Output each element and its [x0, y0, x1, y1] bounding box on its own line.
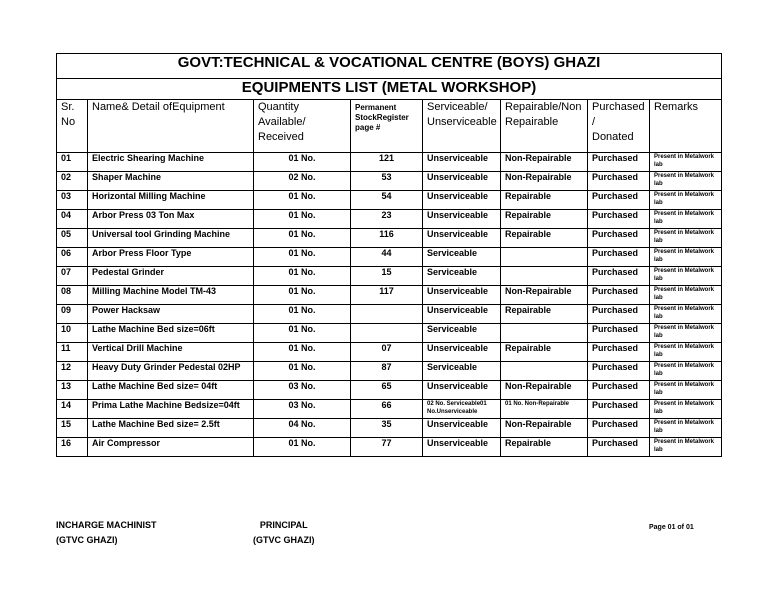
cell-name: Arbor Press Floor Type — [88, 248, 254, 267]
cell-purchased: Purchased — [588, 362, 650, 381]
cell-purchased: Purchased — [588, 305, 650, 324]
cell-serviceable: Serviceable — [423, 267, 501, 286]
cell-sr: 12 — [57, 362, 88, 381]
signature-incharge — [56, 518, 157, 548]
cell-sr: 07 — [57, 267, 88, 286]
cell-serviceable: Unserviceable — [423, 172, 501, 191]
signature-principal — [253, 518, 315, 548]
cell-name: Heavy Duty Grinder Pedestal 02HP — [88, 362, 254, 381]
cell-quantity: 03 No. — [254, 400, 351, 419]
cell-purchased: Purchased — [588, 286, 650, 305]
header-stock-register: Permanent StockRegister page # — [351, 100, 423, 153]
cell-remarks: Present in Metalwork lab — [650, 343, 722, 362]
cell-name: Lathe Machine Bed size=06ft — [88, 324, 254, 343]
cell-quantity: 01 No. — [254, 210, 351, 229]
cell-stock-page: 54 — [351, 191, 423, 210]
cell-purchased: Purchased — [588, 324, 650, 343]
cell-quantity: 01 No. — [254, 191, 351, 210]
header-serviceable: Serviceable/ Unserviceable — [423, 100, 501, 153]
cell-quantity: 01 No. — [254, 248, 351, 267]
cell-name: Milling Machine Model TM-43 — [88, 286, 254, 305]
cell-purchased: Purchased — [588, 229, 650, 248]
table-row — [57, 324, 722, 343]
table-row — [57, 267, 722, 286]
cell-repairable — [501, 248, 588, 267]
header-purchased: Purchased / Donated — [588, 100, 650, 153]
cell-serviceable: Unserviceable — [423, 210, 501, 229]
document-title: GOVT:TECHNICAL & VOCATIONAL CENTRE (BOYS) GHAZI — [57, 54, 722, 79]
table-row — [57, 362, 722, 381]
cell-remarks: Present in Metalwork lab — [650, 362, 722, 381]
cell-remarks: Present in Metalwork lab — [650, 248, 722, 267]
header-name: Name& Detail ofEquipment — [88, 100, 254, 153]
cell-sr: 01 — [57, 153, 88, 172]
cell-name: Horizontal Milling Machine — [88, 191, 254, 210]
cell-sr: 03 — [57, 191, 88, 210]
cell-repairable: Non-Repairable — [501, 172, 588, 191]
header-remarks: Remarks — [650, 100, 722, 153]
cell-purchased: Purchased — [588, 191, 650, 210]
cell-stock-page: 66 — [351, 400, 423, 419]
cell-remarks: Present in Metalwork lab — [650, 324, 722, 343]
cell-repairable: Repairable — [501, 305, 588, 324]
cell-serviceable: Unserviceable — [423, 153, 501, 172]
cell-stock-page: 121 — [351, 153, 423, 172]
cell-remarks: Present in Metalwork lab — [650, 381, 722, 400]
cell-sr: 10 — [57, 324, 88, 343]
cell-repairable — [501, 362, 588, 381]
cell-repairable: Non-Repairable — [501, 419, 588, 438]
table-row — [57, 172, 722, 191]
cell-serviceable: Serviceable — [423, 362, 501, 381]
cell-serviceable: Serviceable — [423, 248, 501, 267]
cell-repairable — [501, 324, 588, 343]
cell-remarks: Present in Metalwork lab — [650, 210, 722, 229]
cell-sr: 06 — [57, 248, 88, 267]
cell-quantity: 02 No. — [254, 172, 351, 191]
cell-quantity: 01 No. — [254, 362, 351, 381]
equipment-table — [56, 53, 722, 457]
cell-repairable: Repairable — [501, 438, 588, 457]
cell-repairable — [501, 267, 588, 286]
header-quantity: Quantity Available/ Received — [254, 100, 351, 153]
cell-repairable: Non-Repairable — [501, 286, 588, 305]
table-row — [57, 438, 722, 457]
cell-quantity: 01 No. — [254, 305, 351, 324]
cell-name: Prima Lathe Machine Bedsize=04ft — [88, 400, 254, 419]
cell-quantity: 01 No. — [254, 153, 351, 172]
cell-name: Lathe Machine Bed size= 2.5ft — [88, 419, 254, 438]
incharge-org: (GTVC GHAZI) — [56, 535, 118, 545]
cell-purchased: Purchased — [588, 153, 650, 172]
cell-remarks: Present in Metalwork lab — [650, 267, 722, 286]
cell-quantity: 01 No. — [254, 267, 351, 286]
cell-remarks: Present in Metalwork lab — [650, 172, 722, 191]
cell-remarks: Present in Metalwork lab — [650, 305, 722, 324]
cell-sr: 08 — [57, 286, 88, 305]
cell-remarks: Present in Metalwork lab — [650, 400, 722, 419]
cell-serviceable: Unserviceable — [423, 229, 501, 248]
cell-purchased: Purchased — [588, 400, 650, 419]
table-row — [57, 400, 722, 419]
principal-title: PRINCIPAL — [259, 520, 308, 530]
table-row — [57, 210, 722, 229]
table-row — [57, 191, 722, 210]
cell-sr: 11 — [57, 343, 88, 362]
cell-name: Lathe Machine Bed size= 04ft — [88, 381, 254, 400]
cell-sr: 02 — [57, 172, 88, 191]
cell-stock-page: 65 — [351, 381, 423, 400]
cell-purchased: Purchased — [588, 172, 650, 191]
table-row — [57, 153, 722, 172]
cell-serviceable: Unserviceable — [423, 438, 501, 457]
cell-quantity: 01 No. — [254, 343, 351, 362]
table-row — [57, 248, 722, 267]
cell-sr: 14 — [57, 400, 88, 419]
cell-purchased: Purchased — [588, 419, 650, 438]
table-body — [57, 153, 722, 457]
cell-stock-page: 35 — [351, 419, 423, 438]
table-header-row — [57, 100, 722, 153]
cell-quantity: 01 No. — [254, 324, 351, 343]
cell-quantity: 01 No. — [254, 229, 351, 248]
cell-stock-page — [351, 324, 423, 343]
cell-purchased: Purchased — [588, 381, 650, 400]
cell-sr: 04 — [57, 210, 88, 229]
cell-quantity: 04 No. — [254, 419, 351, 438]
cell-stock-page: 77 — [351, 438, 423, 457]
cell-sr: 13 — [57, 381, 88, 400]
cell-remarks: Present in Metalwork lab — [650, 419, 722, 438]
cell-purchased: Purchased — [588, 267, 650, 286]
cell-serviceable: Unserviceable — [423, 343, 501, 362]
header-repairable: Repairable/Non Repairable — [501, 100, 588, 153]
cell-repairable: Repairable — [501, 343, 588, 362]
cell-quantity: 03 No. — [254, 381, 351, 400]
cell-name: Universal tool Grinding Machine — [88, 229, 254, 248]
cell-name: Shaper Machine — [88, 172, 254, 191]
document-subtitle: EQUIPMENTS LIST (METAL WORKSHOP) — [57, 79, 722, 100]
table-row — [57, 229, 722, 248]
cell-sr: 16 — [57, 438, 88, 457]
cell-sr: 09 — [57, 305, 88, 324]
cell-stock-page: 23 — [351, 210, 423, 229]
cell-name: Electric Shearing Machine — [88, 153, 254, 172]
cell-repairable: Non-Repairable — [501, 381, 588, 400]
page-number: Page 01 of 01 — [649, 524, 694, 531]
cell-stock-page: 53 — [351, 172, 423, 191]
cell-repairable: Non-Repairable — [501, 153, 588, 172]
table-row — [57, 286, 722, 305]
cell-name: Pedestal Grinder — [88, 267, 254, 286]
cell-serviceable: Unserviceable — [423, 191, 501, 210]
cell-name: Air Compressor — [88, 438, 254, 457]
cell-stock-page — [351, 305, 423, 324]
cell-remarks: Present in Metalwork lab — [650, 286, 722, 305]
table-row — [57, 305, 722, 324]
cell-sr: 15 — [57, 419, 88, 438]
principal-org: (GTVC GHAZI) — [253, 535, 315, 545]
cell-stock-page: 116 — [351, 229, 423, 248]
cell-repairable: Repairable — [501, 210, 588, 229]
cell-quantity: 01 No. — [254, 286, 351, 305]
cell-purchased: Purchased — [588, 343, 650, 362]
table-row — [57, 419, 722, 438]
incharge-title: INCHARGE MACHINIST — [56, 520, 157, 530]
cell-serviceable: Serviceable — [423, 324, 501, 343]
header-sr-no: Sr. No — [57, 100, 88, 153]
cell-sr: 05 — [57, 229, 88, 248]
cell-name: Power Hacksaw — [88, 305, 254, 324]
cell-stock-page: 44 — [351, 248, 423, 267]
cell-repairable: Repairable — [501, 229, 588, 248]
cell-serviceable: Unserviceable — [423, 419, 501, 438]
cell-serviceable: Unserviceable — [423, 381, 501, 400]
cell-stock-page: 15 — [351, 267, 423, 286]
cell-remarks: Present in Metalwork lab — [650, 153, 722, 172]
cell-name: Arbor Press 03 Ton Max — [88, 210, 254, 229]
cell-quantity: 01 No. — [254, 438, 351, 457]
cell-purchased: Purchased — [588, 248, 650, 267]
cell-stock-page: 87 — [351, 362, 423, 381]
cell-serviceable: Unserviceable — [423, 286, 501, 305]
cell-purchased: Purchased — [588, 438, 650, 457]
cell-repairable: Repairable — [501, 191, 588, 210]
cell-remarks: Present in Metalwork lab — [650, 229, 722, 248]
cell-purchased: Purchased — [588, 210, 650, 229]
cell-serviceable: Unserviceable — [423, 305, 501, 324]
cell-repairable: 01 No. Non-Repairable — [501, 400, 588, 419]
table-row — [57, 343, 722, 362]
cell-serviceable: 02 No. Serviceable01 No.Unserviceable — [423, 400, 501, 419]
cell-remarks: Present in Metalwork lab — [650, 438, 722, 457]
cell-name: Vertical Drill Machine — [88, 343, 254, 362]
cell-remarks: Present in Metalwork lab — [650, 191, 722, 210]
cell-stock-page: 117 — [351, 286, 423, 305]
table-row — [57, 381, 722, 400]
cell-stock-page: 07 — [351, 343, 423, 362]
